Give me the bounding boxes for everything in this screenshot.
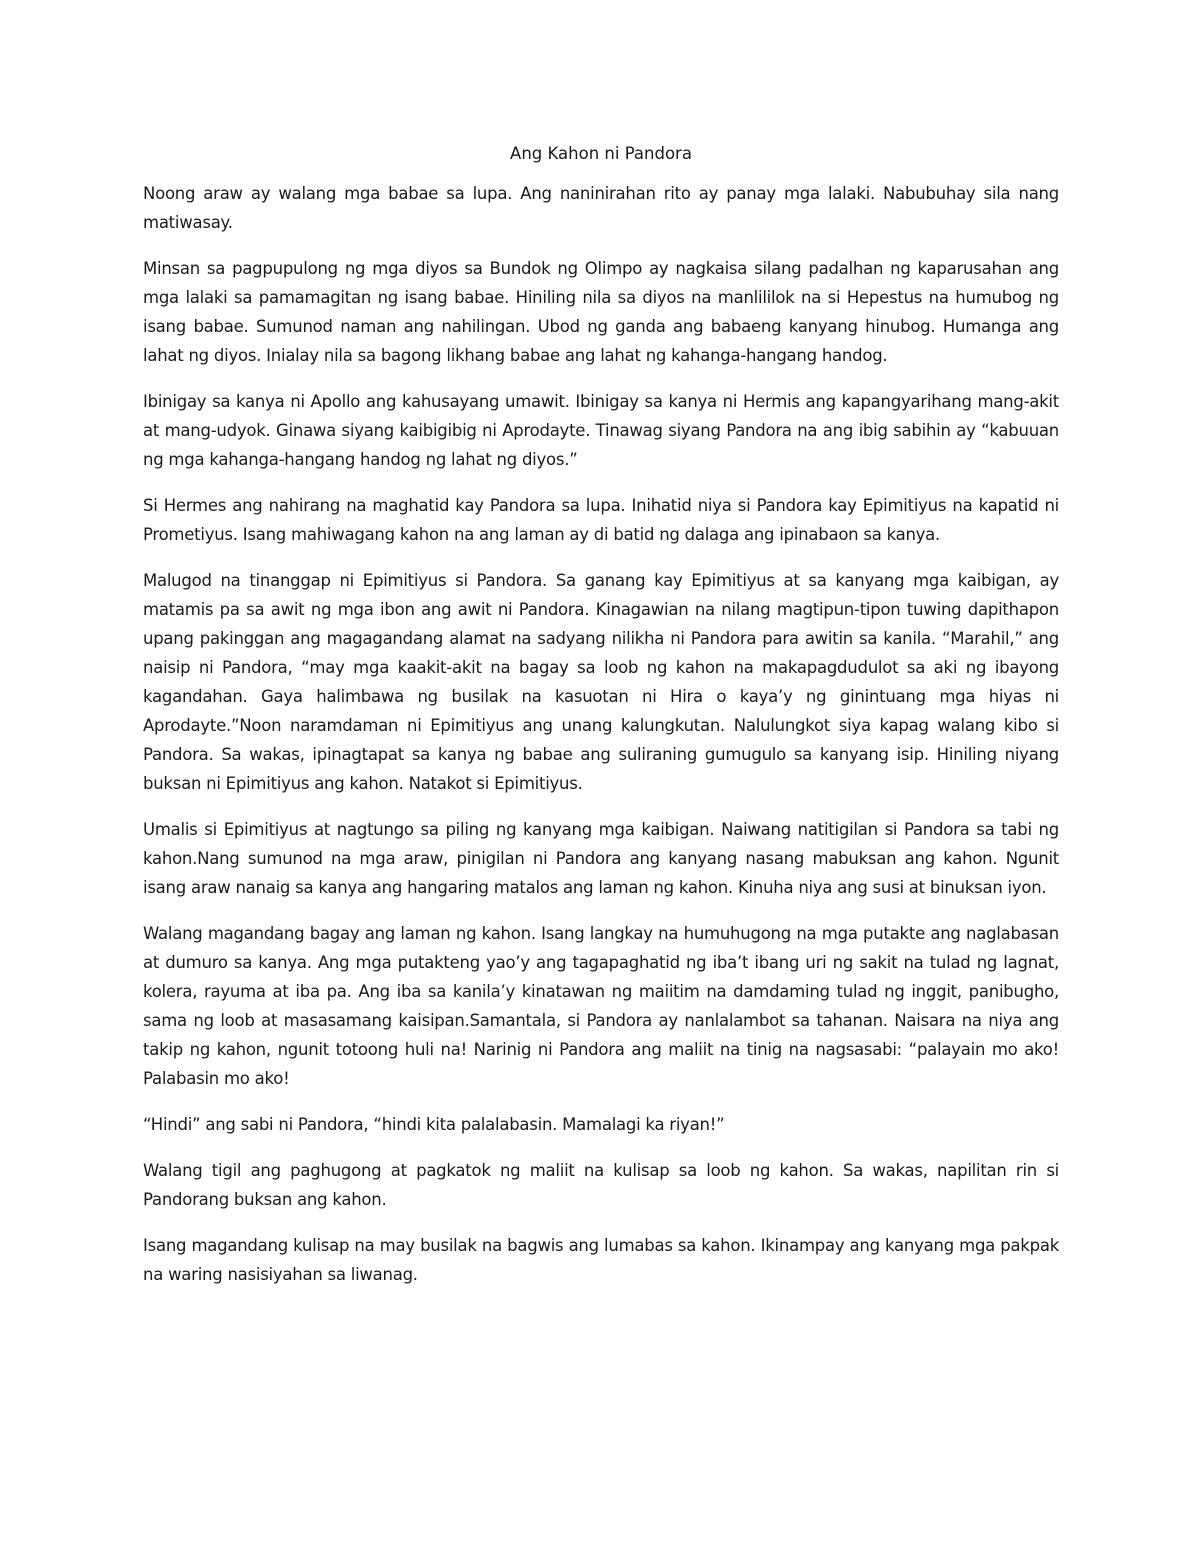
document-title: Ang Kahon ni Pandora bbox=[510, 144, 692, 163]
paragraph-2: Minsan sa pagpupulong ng mga diyos sa Bundok ng Olimpo ay nagkaisa silang padalhan ng kaparusahan ang mga lalaki sa pamamagitan ng isang babae. Hiniling nila sa diyos na manlililok na si Hepestus na humubog ng isang babae. Sumunod naman ang nahilingan. Ubod ng ganda ang babaeng kanyang hinubog. Humanga ang lahat ng diyos. Inialay nila sa bagong likhang babae ang lahat ng kahanga-hangang handog. bbox=[143, 259, 1059, 365]
paragraph-6: Umalis si Epimitiyus at nagtungo sa piling ng kanyang mga kaibigan. Naiwang natitigilan si Pandora sa tabi ng kahon.Nang sumunod na mga araw, pinigilan ni Pandora ang kanyang nasang mabuksan ang kahon. Ngunit isang araw nanaig sa kanya ang hangaring matalos ang laman ng kahon. Kinuha niya ang susi at binuksan iyon. bbox=[143, 820, 1059, 897]
paragraph-7: Walang magandang bagay ang laman ng kahon. Isang langkay na humuhugong na mga putakte ang naglabasan at dumuro sa kanya. Ang mga putakteng yao’y ang tagapaghatid ng iba’t ibang uri ng sakit na tulad ng lagnat, kolera, rayuma at iba pa. Ang iba sa kanila’y kinatawan ng maiitim na damdaming tulad ng inggit, panibugho, sama ng loob at masasamang kaisipan.Samantala, si Pandora ay nanlalambot sa tahanan. Naisara na niya ang takip ng kahon, ngunit totoong huli na! Narinig ni Pandora ang maliit na tinig na nagsasabi: “palayain mo ako! Palabasin mo ako! bbox=[143, 924, 1059, 1088]
paragraph-9: Walang tigil ang paghugong at pagkatok ng maliit na kulisap sa loob ng kahon. Sa wakas, napilitan rin si Pandorang buksan ang kahon. bbox=[143, 1161, 1059, 1209]
paragraph-4: Si Hermes ang nahirang na maghatid kay Pandora sa lupa. Inihatid niya si Pandora kay Epimitiyus na kapatid ni Prometiyus. Isang mahiwagang kahon na ang laman ay di batid ng dalaga ang ipinabaon sa kanya. bbox=[143, 496, 1059, 544]
paragraph-5: Malugod na tinanggap ni Epimitiyus si Pandora. Sa ganang kay Epimitiyus at sa kanyang mga kaibigan, ay matamis pa sa awit ng mga ibon ang awit ni Pandora. Kinagawian na nilang magtipun-tipon tuwing dapithapon upang pakinggan ang magagandang alamat na sadyang nilikha ni Pandora para awitin sa kanila. “Marahil,” ang naisip ni Pandora, “may mga kaakit-akit na bagay sa loob ng kahon na makapagdudulot sa aki ng ibayong kagandahan. Gaya halimbawa ng busilak na kasuotan ni Hira o kaya’y ng ginintuang mga hiyas ni Aprodayte.”Noon naramdaman ni Epimitiyus ang unang kalungkutan. Nalulungkot siya kapag walang kibo si Pandora. Sa wakas, ipinagtapat sa kanya ng babae ang suliraning gumugulo sa kanyang isip. Hiniling niyang buksan ni Epimitiyus ang kahon. Natakot si Epimitiyus. bbox=[143, 571, 1059, 793]
paragraph-10: Isang magandang kulisap na may busilak na bagwis ang lumabas sa kahon. Ikinampay ang kanyang mga pakpak na waring nasisiyahan sa liwanag. bbox=[143, 1236, 1059, 1284]
paragraph-1: Noong araw ay walang mga babae sa lupa. Ang naninirahan rito ay panay mga lalaki. Nabubuhay sila nang matiwasay. bbox=[143, 184, 1059, 232]
paragraph-8: “Hindi” ang sabi ni Pandora, “hindi kita palalabasin. Mamalagi ka riyan!” bbox=[143, 1115, 725, 1134]
paragraph-3: Ibinigay sa kanya ni Apollo ang kahusayang umawit. Ibinigay sa kanya ni Hermis ang kapangyarihang mang-akit at mang-udyok. Ginawa siyang kaibigibig ni Aprodayte. Tinawag siyang Pandora na ang ibig sabihin ay “kabuuan ng mga kahanga-hangang handog ng lahat ng diyos.” bbox=[143, 392, 1059, 469]
